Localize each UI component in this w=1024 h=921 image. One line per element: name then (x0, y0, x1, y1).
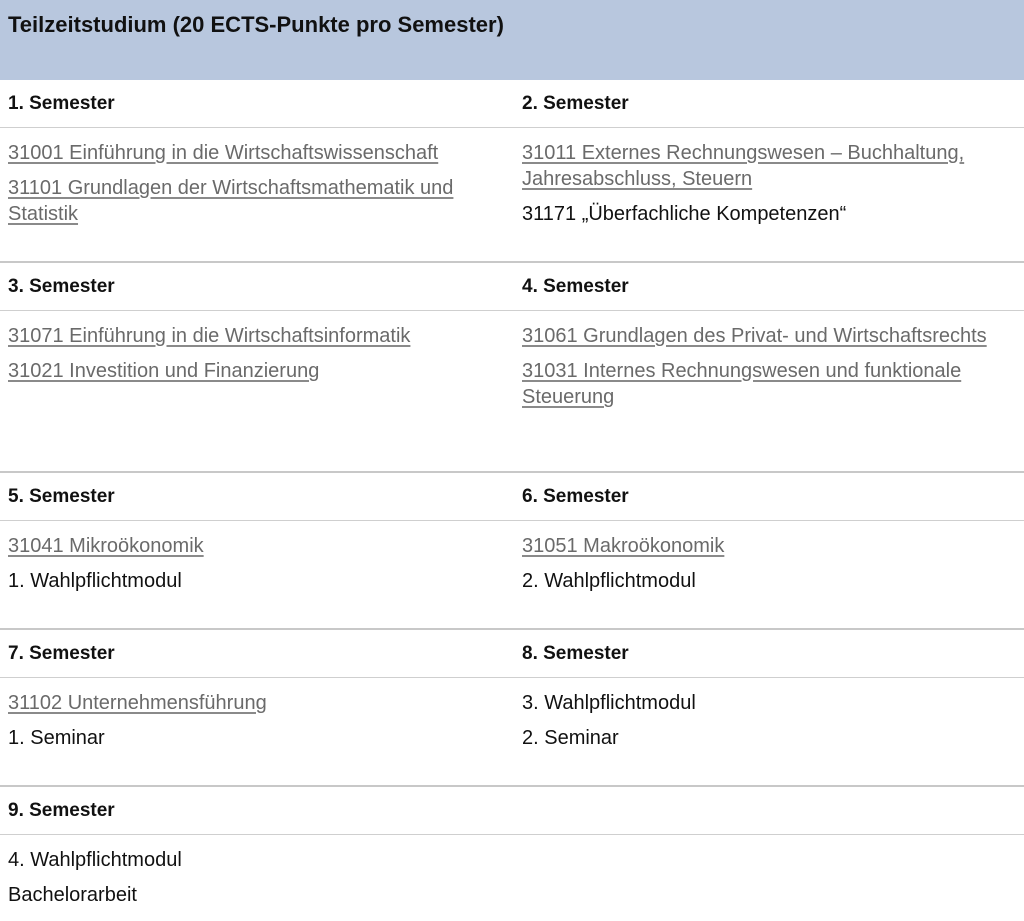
semester-heading: 6. Semester (522, 485, 629, 507)
module-bachelorarbeit: Bachelorarbeit (8, 884, 137, 906)
module-link-31061[interactable]: 31061 Grundlagen des Privat- und Wirtschaftsrechts (522, 325, 987, 347)
module-wahlpflicht-4: 4. Wahlpflichtmodul (8, 849, 182, 871)
semester-empty-column (514, 835, 1024, 921)
plan-header (0, 0, 1024, 80)
module-link-31101[interactable]: 31101 Grundlagen der Wirtschaftsmathematik und Statistik (8, 177, 454, 225)
semester-heading: 7. Semester (8, 642, 115, 664)
semester-3-modules (0, 311, 514, 471)
module-seminar-2: 2. Seminar (522, 727, 619, 749)
semester-row-content (0, 521, 1024, 630)
module-link-31031[interactable]: 31031 Internes Rechnungswesen und funktionale Steuerung (522, 360, 962, 408)
semester-heading: 5. Semester (8, 485, 115, 507)
semester-row-content (0, 678, 1024, 787)
semester-4-modules (514, 311, 1024, 471)
semester-2-modules (514, 128, 1024, 261)
module-link-31011[interactable]: 31011 Externes Rechnungswesen – Buchhaltung, Jahresabschluss, Steuern (522, 142, 965, 190)
semester-6-modules (514, 521, 1024, 628)
semester-8-modules (514, 678, 1024, 785)
module-seminar-1: 1. Seminar (8, 727, 105, 749)
semester-1-modules (0, 128, 514, 261)
module-link-31021[interactable]: 31021 Investition und Finanzierung (8, 360, 320, 382)
semester-heading: 8. Semester (522, 642, 629, 664)
module-link-31041[interactable]: 31041 Mikroökonomik (8, 535, 204, 557)
module-wahlpflicht-2: 2. Wahlpflichtmodul (522, 570, 696, 592)
module-31171: 31171 „Überfachliche Kompetenzen“ (522, 203, 847, 225)
semester-row-header (0, 473, 1024, 521)
module-wahlpflicht-1: 1. Wahlpflichtmodul (8, 570, 182, 592)
semester-row-content (0, 311, 1024, 473)
module-link-31001[interactable]: 31001 Einführung in die Wirtschaftswissenschaft (8, 142, 439, 164)
semester-row-header (0, 787, 1024, 835)
module-wahlpflicht-3: 3. Wahlpflichtmodul (522, 692, 696, 714)
module-link-31051[interactable]: 31051 Makroökonomik (522, 535, 725, 557)
semester-heading: 9. Semester (8, 799, 115, 821)
semester-row-header (0, 80, 1024, 128)
semester-heading: 1. Semester (8, 92, 115, 114)
semester-9-modules (0, 835, 514, 921)
semester-heading: 2. Semester (522, 92, 629, 114)
semester-heading: 4. Semester (522, 275, 629, 297)
semester-5-modules (0, 521, 514, 628)
semester-row-header (0, 630, 1024, 678)
module-link-31071[interactable]: 31071 Einführung in die Wirtschaftsinformatik (8, 325, 411, 347)
semester-row-header (0, 263, 1024, 311)
semester-row-content (0, 128, 1024, 263)
page-title: Teilzeitstudium (20 ECTS-Punkte pro Semester) (8, 12, 504, 37)
module-link-31102[interactable]: 31102 Unternehmensführung (8, 692, 267, 714)
semester-heading: 3. Semester (8, 275, 115, 297)
semester-7-modules (0, 678, 514, 785)
semester-row-content (0, 835, 1024, 921)
